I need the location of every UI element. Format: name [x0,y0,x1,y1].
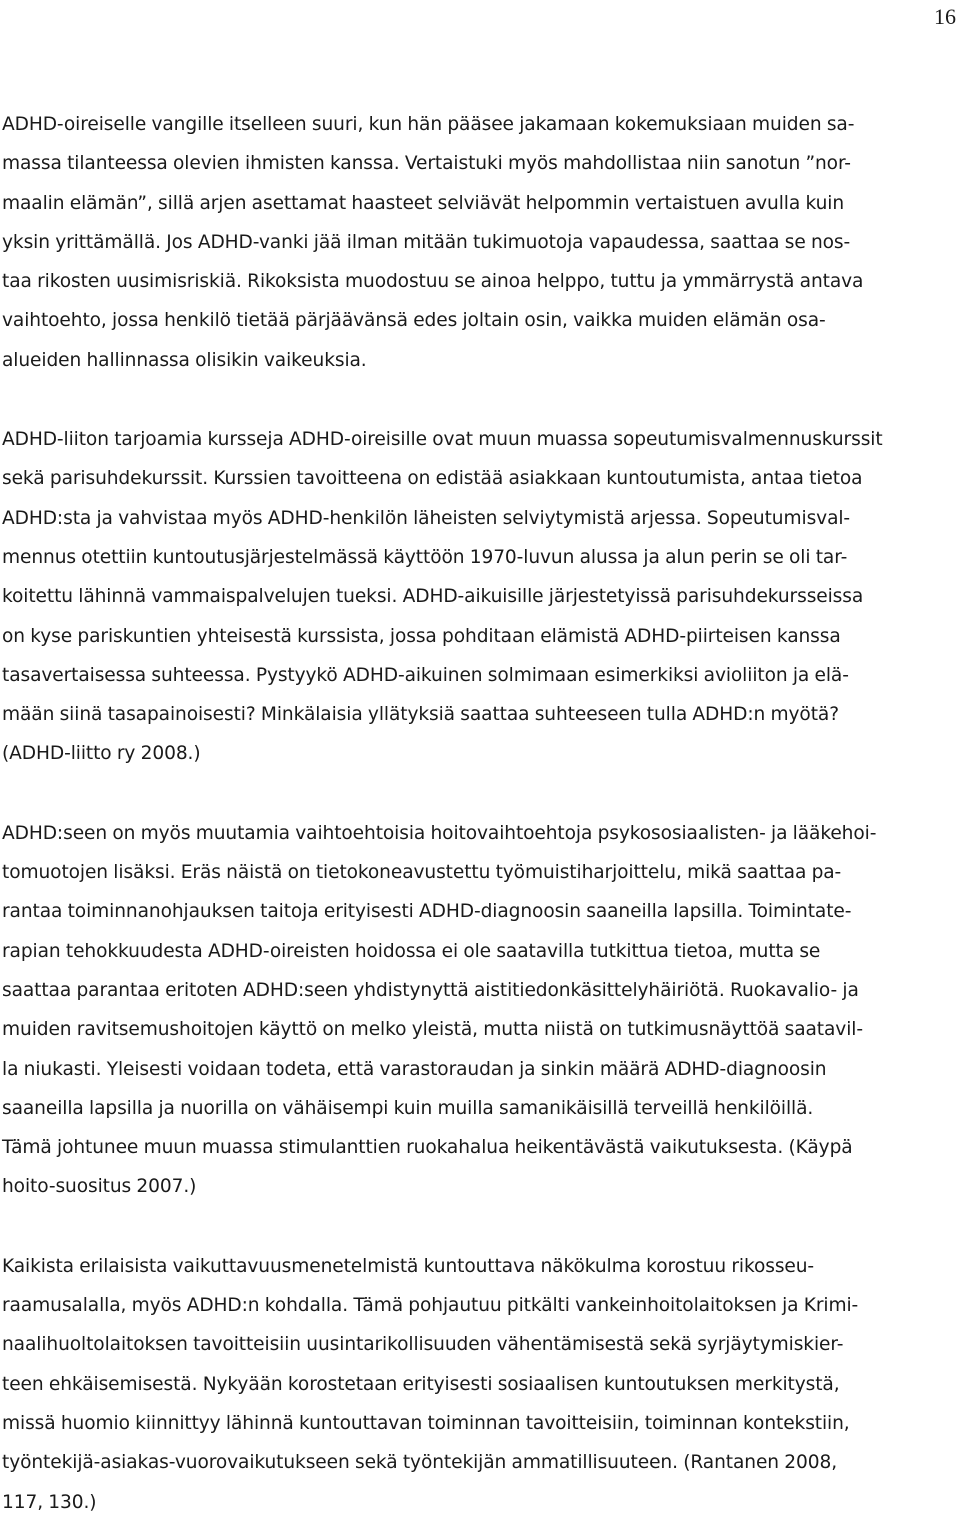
paragraph-kuntouttava-nakokulma [2,1247,954,1522]
text-line: tasavertaisessa suhteessa. Pystyykö ADHD-aikuinen solmimaan esimerkiksi avioliiton ja elä- [2,664,849,686]
text-line: massa tilanteessa olevien ihmisten kanssa. Vertaistuki myös mahdollistaa niin sanotun ”nor- [2,153,851,175]
text-line: Kaikista erilaisista vaikuttavuusmenetelmistä kuntouttava näkökulma korostuu rikosseu- [2,1255,815,1277]
text-line: ADHD:sta ja vahvistaa myös ADHD-henkilön läheisten selviytymistä arjessa. Sopeutumisval- [2,507,851,529]
text-line: vaihtoehto, jossa henkilö tietää pärjäävänsä edes joltain osin, vaikka muiden elämän osa- [2,310,826,332]
text-line: maalin elämän”, sillä arjen asettamat haasteet selviävät helpommin vertaistuen avulla kuin [2,192,845,214]
page-number: 16 [934,4,956,29]
text-line: on kyse pariskuntien yhteisestä kurssista, jossa pohditaan elämistä ADHD-piirteisen kanssa [2,625,841,647]
text-line: saaneilla lapsilla ja nuorilla on vähäisempi kuin muilla samanikäisillä terveillä henkilöillä. [2,1097,814,1119]
text-line: naalihuoltolaitoksen tavoitteisiin uusintarikollisuuden vähentämisestä sekä syrjäytymiskier- [2,1334,844,1356]
text-line: yksin yrittämällä. Jos ADHD-vanki jää ilman mitään tukimuotoja vapaudessa, saattaa se nos- [2,231,851,253]
paragraph-vaihtoehtoiset-hoidot [2,814,954,1207]
text-line: ADHD:seen on myös muutamia vaihtoehtoisia hoitovaihtoehtoja psykososiaalisten- ja lääkehoi- [2,822,877,844]
text-line: la niukasti. Yleisesti voidaan todeta, että varastoraudan ja sinkin määrä ADHD-diagnoosin [2,1058,827,1080]
paragraph-adhd-liitto-kurssit [2,420,954,774]
text-line: alueiden hallinnassa olisikin vaikeuksia. [2,349,367,371]
text-line: teen ehkäisemisestä. Nykyään korostetaan erityisesti sosiaalisen kuntoutuksen merkitystä, [2,1373,840,1395]
text-line: muiden ravitsemushoitojen käyttö on melko yleistä, mutta niistä on tutkimusnäyttöä saatavil- [2,1019,863,1041]
document-body [2,105,954,1522]
text-line: (ADHD-liitto ry 2008.) [2,743,201,765]
text-line: saattaa parantaa eritoten ADHD:seen yhdistynyttä aistitiedonkäsittelyhäiriötä. Ruokavalio- ja [2,979,859,1001]
text-line: mennus otettiin kuntoutusjärjestelmässä käyttöön 1970-luvun alussa ja alun perin se oli tar- [2,546,848,568]
text-line: taa rikosten uusimisriskiä. Rikoksista muodostuu se ainoa helppo, tuttu ja ymmärrystä antava [2,271,864,293]
text-line: 117, 130.) [2,1491,97,1513]
text-line: raamusalalla, myös ADHD:n kohdalla. Tämä pohjautuu pitkälti vankeinhoitolaitoksen ja Krimi- [2,1295,859,1317]
text-line: tomuotojen lisäksi. Eräs näistä on tietokoneavustettu työmuistiharjoittelu, mikä saattaa pa- [2,862,842,884]
text-line: työntekijä-asiakas-vuorovaikutukseen sekä työntekijän ammatillisuuteen. (Rantanen 2008, [2,1452,838,1474]
text-line: rapian tehokkuudesta ADHD-oireisten hoidossa ei ole saatavilla tutkittua tietoa, mutta se [2,940,821,962]
text-line: mään siinä tasapainoisesti? Minkälaisia yllätyksiä saattaa suhteeseen tulla ADHD:n myötä? [2,704,839,726]
text-line: rantaa toiminnanohjauksen taitoja erityisesti ADHD-diagnoosin saaneilla lapsilla. Toimintate- [2,901,852,923]
text-line: hoito-suositus 2007.) [2,1176,197,1198]
text-line: missä huomio kiinnittyy lähinnä kuntouttavan toiminnan tavoitteisiin, toiminnan kontekstiin, [2,1412,850,1434]
text-line: Tämä johtunee muun muassa stimulanttien ruokahalua heikentävästä vaikutuksesta. (Käypä [2,1137,853,1159]
text-line: sekä parisuhdekurssit. Kurssien tavoitteena on edistää asiakkaan kuntoutumista, antaa tietoa [2,468,863,490]
paragraph-vertaistuki [2,105,954,380]
text-line: ADHD-liiton tarjoamia kursseja ADHD-oireisille ovat muun muassa sopeutumisvalmennuskurssit [2,429,883,451]
text-line: koitettu lähinnä vammaispalvelujen tueksi. ADHD-aikuisille järjestetyissä parisuhdekursseissa [2,586,864,608]
text-line: ADHD-oireiselle vangille itselleen suuri, kun hän pääsee jakamaan kokemuksiaan muiden sa- [2,114,855,135]
